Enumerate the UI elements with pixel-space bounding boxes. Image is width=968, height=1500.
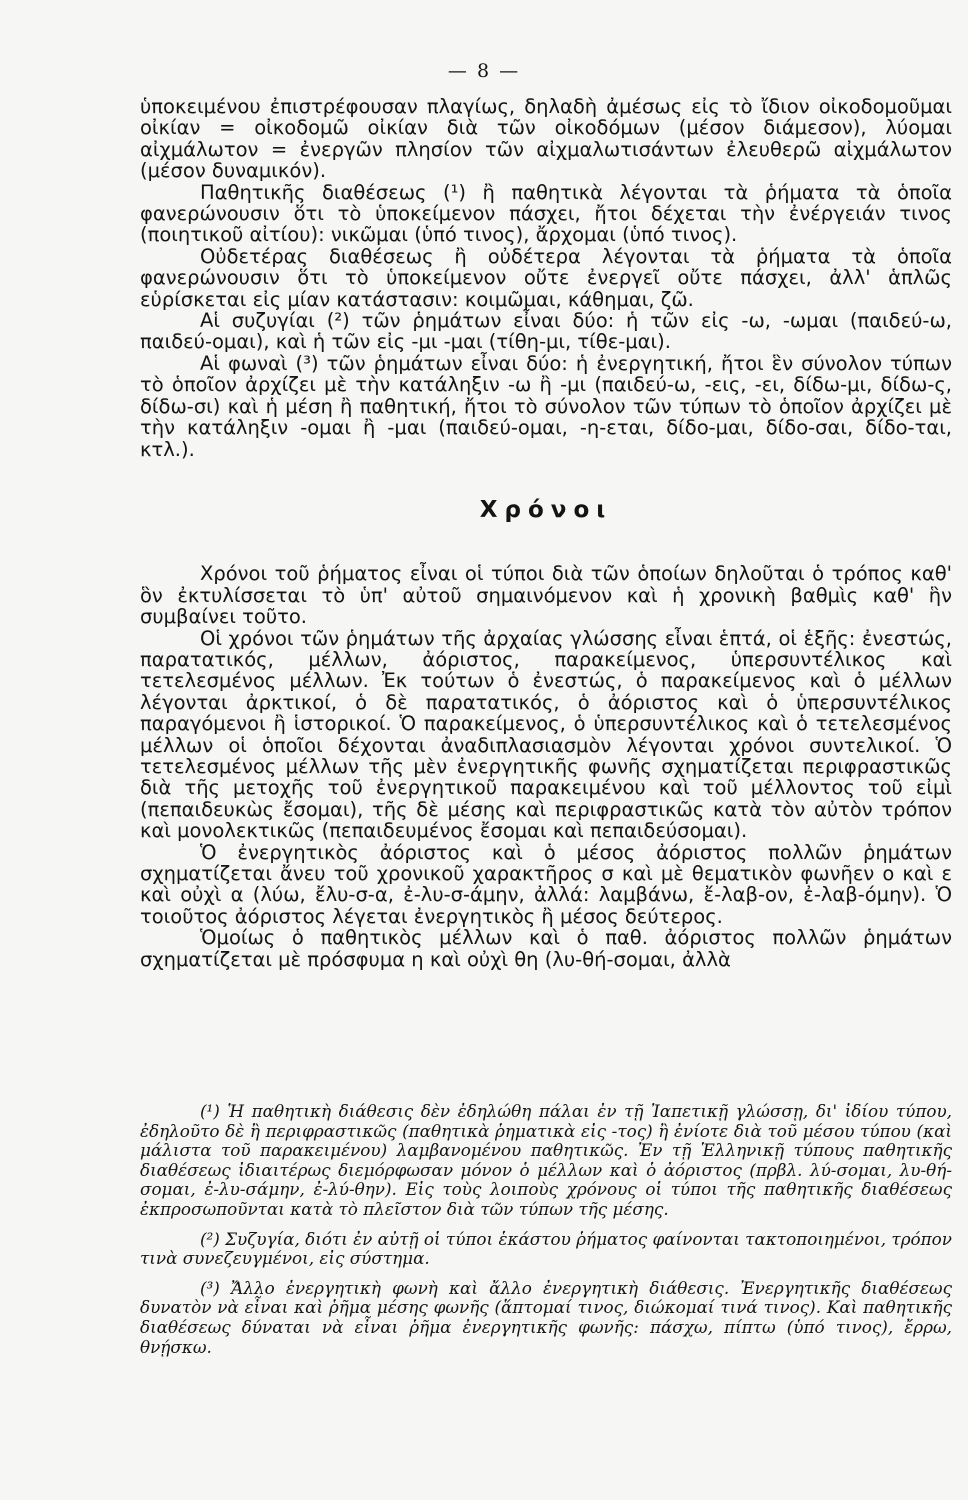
paragraph-tenses-definition: Χρόνοι τοῦ ῥήματος εἶναι οἱ τύποι διὰ τῶν ὁποίων δηλοῦται ὁ τρόπος καθ' ὃν ἐκτυλίσσεται τὸ ὑπ' αὐτοῦ σημαινόμενον καὶ ἡ χρονικὴ βαθμὶς καθ' ἣν συμβαίνει τοῦτο.: [140, 562, 952, 629]
section-heading: Χρόνοι: [479, 496, 613, 523]
page-number: — 8 —: [447, 60, 521, 82]
paragraph-passive-voice: Παθητικῆς διαθέσεως (¹) ἢ παθητικὰ λέγονται τὰ ῥήματα τὰ ὁποῖα φανερώνουσιν ὅτι τὸ ὑποκείμενον πάσχει, ἤτοι δέχεται τὴν ἐνέργειάν τινος (ποιητικοῦ αἰτίου): νικῶμαι (ὑπό τινος), ἄρχομαι (ὑπό τινος).: [140, 180, 952, 247]
paragraph-conjugations: Αἱ συζυγίαι (²) τῶν ῥημάτων εἶναι δύο: ἡ τῶν εἰς -ω, -ωμαι (παιδεύ-ω, παιδεύ-ομαι), καὶ ἡ τῶν εἰς -μι -μαι (τίθη-μι, τίθε-μαι).: [140, 309, 952, 354]
paragraph-middle-voice: ὑποκειμένου ἐπιστρέφουσαν πλαγίως, δηλαδὴ ἀμέσως εἰς τὸ ἴδιον οἰκοδομοῦμαι οἰκίαν = οἰκοδομῶ οἰκίαν διὰ τῶν οἰκοδόμων (μέσον διάμεσον), λύομαι αἰχμάλωτον = ἐνεργῶν πλησίον τῶν αἰχμαλωτισάντων ἐλευθερῶ αἰχμάλωτον (μέσον δυναμικόν).: [140, 95, 952, 183]
footnotes: [140, 1102, 952, 1367]
footnote-1: (¹) Ἡ παθητικὴ διάθεσις δὲν ἐδηλώθη πάλαι ἐν τῇ Ἰαπετικῇ γλώσσῃ, δι' ἰδίου τύπου, ἐδηλοῦτο δὲ ἢ περιφραστικῶς (παθητικὰ ῥηματικὰ εἰς -τος) ἢ ἐνίοτε διὰ τοῦ μέσου τύπου (καὶ μάλιστα τοῦ παρακειμένου) λαμβανομένου παθητικῶς. Ἐν τῇ Ἑλληνικῇ τύπους παθητικῆς διαθέσεως ἰδιαιτέρως διεμόρφωσαν μόνον ὁ μέλλων καὶ ὁ ἀόριστος (πρβλ. λύ-σομαι, λυ-θή-σομαι, ἐ-λυ-σάμην, ἐ-λύ-θην). Εἰς τοὺς λοιποὺς χρόνους οἱ τύποι τῆς παθητικῆς διαθέσεως ἐκπροσωποῦνται κατὰ τὸ πλεῖστον διὰ τῶν τύπων τῆς μέσης.: [140, 1101, 952, 1219]
paragraph-passive-future: Ὁμοίως ὁ παθητικὸς μέλλων καὶ ὁ παθ. ἀόριστος πολλῶν ῥημάτων σχηματίζεται μὲ πρόσφυμα η καὶ οὐχὶ θη (λυ-θή-σομαι, ἀλλὰ: [140, 926, 952, 971]
paragraph-tenses-list: Οἱ χρόνοι τῶν ῥημάτων τῆς ἀρχαίας γλώσσης εἶναι ἑπτά, οἱ ἑξῆς: ἐνεστώς, παρατατικός, μέλλων, ἀόριστος, παρακείμενος, ὑπερσυντέλικος καὶ τετελεσμένος μέλλων. Ἐκ τούτων ὁ ἐνεστώς, ὁ παρακείμενος καὶ ὁ μέλλων λέγονται ἀρκτικοί, ὁ δὲ παρατατικός, ὁ ἀόριστος καὶ ὁ ὑπερσυντέλικος παραγόμενοι ἢ ἱστορικοί. Ὁ παρακείμενος, ὁ ὑπερσυντέλικος καὶ ὁ τετελεσμένος μέλλων οἱ ὁποῖοι δέχονται ἀναδιπλασιασμὸν λέγονται χρόνοι συντελικοί. Ὁ τετελεσμένος μέλλων τῆς μὲν ἐνεργητικῆς φωνῆς σχηματίζεται περιφραστικῶς διὰ τῆς μετοχῆς τοῦ ἐνεργητικοῦ παρακειμένου καὶ τοῦ μέλλοντος τοῦ εἰμὶ (πεπαιδευκὼς ἔσομαι), τῆς δὲ μέσης καὶ περιφραστικῶς κατὰ τὸν αὐτὸν τρόπον καὶ μονολεκτικῶς (πεπαιδευμένος ἔσομαι καὶ πεπαιδεύσομαι).: [140, 626, 952, 843]
footnote-2: (²) Συζυγία, διότι ἐν αὐτῇ οἱ τύποι ἑκάστου ῥήματος φαίνονται τακτοποιημένοι, τρόπον τινὰ συνεζευγμένοι, εἰς σύστημα.: [140, 1228, 952, 1269]
paragraph-second-aorist: Ὁ ἐνεργητικὸς ἀόριστος καὶ ὁ μέσος ἀόριστος πολλῶν ῥημάτων σχηματίζεται ἄνευ τοῦ χρονικοῦ χαρακτῆρος σ καὶ μὲ θεματικὸν φωνῆεν ο καὶ ε καὶ οὐχὶ α (λύω, ἔλυ-σ-α, ἐ-λυ-σ-άμην, ἀλλά: λαμβάνω, ἔ-λαβ-ον, ἐ-λαβ-όμην). Ὁ τοιοῦτος ἀόριστος λέγεται ἐνεργητικὸς ἢ μέσος δεύτερος.: [140, 840, 952, 928]
paragraph-neutral-voice: Οὐδετέρας διαθέσεως ἢ οὐδέτερα λέγονται τὰ ῥήματα τὰ ὁποῖα φανερώνουσιν ὅτι τὸ ὑποκείμενον οὔτε ἐνεργεῖ οὔτε πάσχει, ἀλλ' ἁπλῶς εὑρίσκεται εἰς μίαν κατάστασιν: κοιμῶμαι, κάθημαι, ζῶ.: [140, 244, 952, 311]
paragraph-voices: Αἱ φωναὶ (³) τῶν ῥημάτων εἶναι δύο: ἡ ἐνεργητική, ἤτοι ἓν σύνολον τύπων τὸ ὁποῖον ἀρχίζει μὲ τὴν κατάληξιν -ω ἢ -μι (παιδεύ-ω, -εις, -ει, δίδω-μι, δίδω-ς, δίδω-σι) καὶ ἡ μέση ἢ παθητική, ἤτοι τὸ σύνολον τῶν τύπων τὸ ὁποῖον ἀρχίζει μὲ τὴν κατάληξιν -ομαι ἢ -μαι (παιδεύ-ομαι, -η-εται, δίδο-μαι, δίδο-σαι, δίδο-ται, κτλ.).: [140, 351, 952, 461]
footnote-3: (³) Ἄλλο ἐνεργητικὴ φωνὴ καὶ ἄλλο ἐνεργητικὴ διάθεσις. Ἐνεργητικῆς διαθέσεως δυνατὸν νὰ εἶναι καὶ ῥῆμα μέσης φωνῆς (ἅπτομαί τινος, διώκομαί τινά τινος). Καὶ παθητικῆς διαθέσεως δύναται νὰ εἶναι ῥῆμα ἐνεργητικῆς φωνῆς: πάσχω, πίπτω (ὑπό τινος), ἔρρω, θνῄσκω.: [140, 1277, 952, 1357]
main-text: [140, 96, 952, 970]
